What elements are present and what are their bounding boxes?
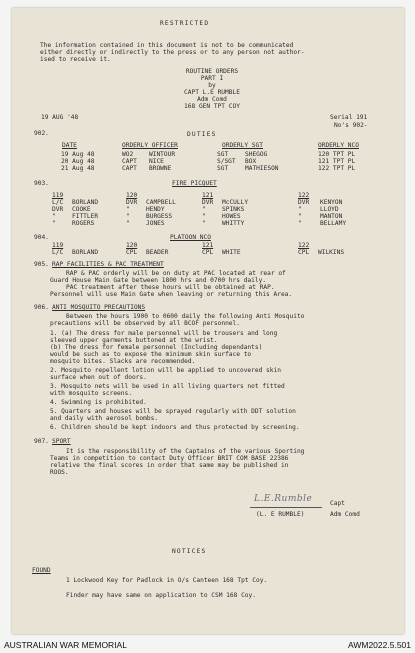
section-904-heading: PLATOON NCO <box>170 234 211 241</box>
duty-sgt-rank: SGT <box>217 151 229 158</box>
paragraph-line: surface when out of doors. <box>50 374 147 381</box>
duty-nco: 122 TPT PL <box>318 165 356 172</box>
orders-officer: CAPT L.E RUMBLE <box>184 89 240 96</box>
paragraph-line: 1. (a) The dress for male personnel will be trousers and long <box>50 330 278 337</box>
name: FITTLER <box>72 213 99 220</box>
col-sgt-header: ORDERLY SGT <box>222 142 263 149</box>
paragraph-line: ROOS. <box>50 469 69 476</box>
name: MANTON <box>320 213 343 220</box>
paragraph-line: Personnel will use Main Gate when leaving or returning this Area. <box>50 291 293 298</box>
duty-date: 21 Aug 48 <box>61 165 95 172</box>
rank: " <box>202 220 206 227</box>
platoon-header: 121 <box>202 242 214 249</box>
duty-officer-name: WINTOUR <box>149 151 176 158</box>
duty-sgt-rank: S/SGT <box>217 158 236 165</box>
found-label: FOUND <box>32 567 51 574</box>
section-906-heading: ANTI MOSQUITO PRECAUTIONS <box>52 304 146 311</box>
document-page <box>12 8 404 634</box>
paragraph-line: 2. Mosquito repellent lotion will be applied to uncovered skin <box>50 367 281 374</box>
name: WHITTY <box>222 220 245 227</box>
rank: L/C <box>52 199 64 206</box>
archive-reference: AWM2022.5.501 <box>348 640 411 650</box>
rank: " <box>52 213 56 220</box>
paragraph-line: (b) The dress for female personnel (Including dependants) <box>50 344 263 351</box>
section-905-number: 905. <box>34 261 49 268</box>
paragraph-line: Between the hours 1900 to 0600 daily the following Anti Mosquito <box>66 313 305 320</box>
section-902-heading: DUTIES <box>187 131 217 138</box>
signature-rank: Capt <box>330 500 345 507</box>
section-905-heading: RAP FACILITIES & PAC TREATMENT <box>52 261 164 268</box>
rank: DVR <box>52 206 64 213</box>
duty-sgt-name: MATHIESON <box>245 165 279 172</box>
rank: DVR <box>298 199 310 206</box>
paragraph-line: 6. Children should be kept indoors and thus protected by screening. <box>50 424 300 431</box>
notice-line-2: either directly or indirectly to the press or to any person not author- <box>40 49 305 56</box>
signature-role: Adm Comd <box>330 511 360 518</box>
orders-by: by <box>208 82 216 89</box>
paragraph-line: It is the responsibility of the Captains of the various Sporting <box>66 448 305 455</box>
name: BEADER <box>146 249 169 256</box>
duty-officer-rank: WO2 <box>122 151 134 158</box>
name: BELLAMY <box>320 220 347 227</box>
notice-line: 1 Lockwood Key for Padlock in O/s Canteen 168 Tpt Coy. <box>66 577 268 584</box>
paragraph-line: 4. Swimming is prohibited. <box>50 399 147 406</box>
name: BURGESS <box>146 213 173 220</box>
rank: " <box>126 213 130 220</box>
paragraph-line: Teams in competition to contact Duty Officer BRIT COM BASE 22386 <box>50 455 289 462</box>
name: ROGERS <box>72 220 95 227</box>
rank: " <box>298 206 302 213</box>
platoon-header: 122 <box>298 242 310 249</box>
archive-credit: AUSTRALIAN WAR MEMORIAL <box>4 640 127 650</box>
name: McCULLY <box>222 199 249 206</box>
name: BORLAND <box>72 199 99 206</box>
paragraph-line: RAP & PAC orderly will be on duty at PAC located at rear of <box>66 270 286 277</box>
section-903-heading: FIRE PICQUET <box>172 180 217 187</box>
notices-heading: NOTICES <box>172 548 207 555</box>
name: COOKE <box>72 206 91 213</box>
platoon-header: 120 <box>126 242 138 249</box>
orders-officer-role: Adm Comd <box>197 96 227 103</box>
platoon-header: 122 <box>298 192 310 199</box>
paragraph-line: mosquito bites. Slacks are recommended. <box>50 358 196 365</box>
notice-line-1: The information contained in this document is not to be communicated <box>40 42 294 49</box>
name: WHITE <box>222 249 241 256</box>
duty-officer-name: NICE <box>149 158 164 165</box>
platoon-header: 119 <box>52 192 64 199</box>
notice-line: Finder may have same on application to CSM 168 Coy. <box>66 592 256 599</box>
platoon-header: 120 <box>126 192 138 199</box>
rank: CPL <box>202 249 214 256</box>
orders-title: ROUTINE ORDERS <box>185 68 239 75</box>
rank: " <box>52 220 56 227</box>
orders-nos: No's 902- <box>334 122 368 129</box>
name: KENYON <box>320 199 343 206</box>
platoon-header: 119 <box>52 242 64 249</box>
rank: " <box>126 220 130 227</box>
paragraph-line: Guard House Main Gate between 1800 hrs and 0700 hrs daily. <box>50 277 267 284</box>
rank: DVR <box>202 199 214 206</box>
signature-line <box>250 507 322 508</box>
paragraph-line: with mosquito screens. <box>50 390 132 397</box>
paragraph-line: 3. Mosquito nets will be used in all living quarters not fitted <box>50 383 285 390</box>
section-906-number: 906. <box>34 304 49 311</box>
rank: L/C <box>52 249 64 256</box>
rank: CPL <box>298 249 310 256</box>
rank: CPL <box>126 249 138 256</box>
name: CAMPBELL <box>146 199 176 206</box>
archive-footer <box>0 638 415 653</box>
duty-sgt-rank: SGT <box>217 165 229 172</box>
name: WILKINS <box>318 249 345 256</box>
duty-sgt-name: SHEGOG <box>245 151 268 158</box>
section-904-number: 904. <box>34 234 49 241</box>
name: HENDY <box>146 206 165 213</box>
paragraph-line: and daily with aerosol bombs. <box>50 415 159 422</box>
paragraph-line: would be such as to expose the minimum skin surface to <box>50 351 252 358</box>
duty-sgt-name: BOX <box>245 158 257 165</box>
notice-line-3: ised to receive it. <box>40 56 111 63</box>
paragraph-line: precautions will be observed by all BCOF personnel. <box>50 320 240 327</box>
rank: " <box>126 206 130 213</box>
duty-nco: 120 TPT PL <box>318 151 356 158</box>
paragraph-line: sleeved upper garments buttoned at the wrist. <box>50 337 218 344</box>
duty-officer-rank: CAPT <box>122 158 137 165</box>
section-907-heading: SPORT <box>52 438 71 445</box>
rank: " <box>298 213 302 220</box>
rank: " <box>202 213 206 220</box>
rank: DVR <box>126 199 138 206</box>
name: SPINKS <box>222 206 245 213</box>
name: HOWES <box>222 213 241 220</box>
orders-date: 19 AUG '48 <box>41 114 79 121</box>
paragraph-line: relative the final scores in order that same may be published in <box>50 462 289 469</box>
col-officer-header: ORDERLY OFFICER <box>122 142 178 149</box>
orders-unit: 168 GEN TPT COY <box>184 103 240 110</box>
name: LLOYD <box>320 206 339 213</box>
duty-officer-name: BROWNE <box>149 165 172 172</box>
classification-header: RESTRICTED <box>160 20 210 27</box>
section-903-number: 903. <box>34 180 49 187</box>
signature-name: (L. E RUMBLE) <box>256 511 305 518</box>
orders-serial: Serial 191 <box>330 114 368 121</box>
col-date-header: DATE <box>62 142 77 149</box>
name: JONES <box>146 220 165 227</box>
section-907-number: 907. <box>34 438 49 445</box>
duty-officer-rank: CAPT <box>122 165 137 172</box>
col-nco-header: ORDERLY NCO <box>318 142 359 149</box>
paragraph-line: PAC treatment after these hours will be obtained at RAP. <box>66 284 275 291</box>
paragraph-line: 5. Quarters and houses will be sprayed regularly with DDT solution <box>50 408 296 415</box>
duty-date: 19 Aug 48 <box>61 151 95 158</box>
rank: " <box>298 220 302 227</box>
duty-date: 20 Aug 48 <box>61 158 95 165</box>
name: BORLAND <box>72 249 99 256</box>
duty-nco: 121 TPT PL <box>318 158 356 165</box>
rank: " <box>202 206 206 213</box>
handwritten-signature: L.E.Rumble <box>254 494 313 504</box>
orders-part: PART I <box>200 75 224 82</box>
section-902-number: 902. <box>34 130 49 137</box>
platoon-header: 121 <box>202 192 214 199</box>
